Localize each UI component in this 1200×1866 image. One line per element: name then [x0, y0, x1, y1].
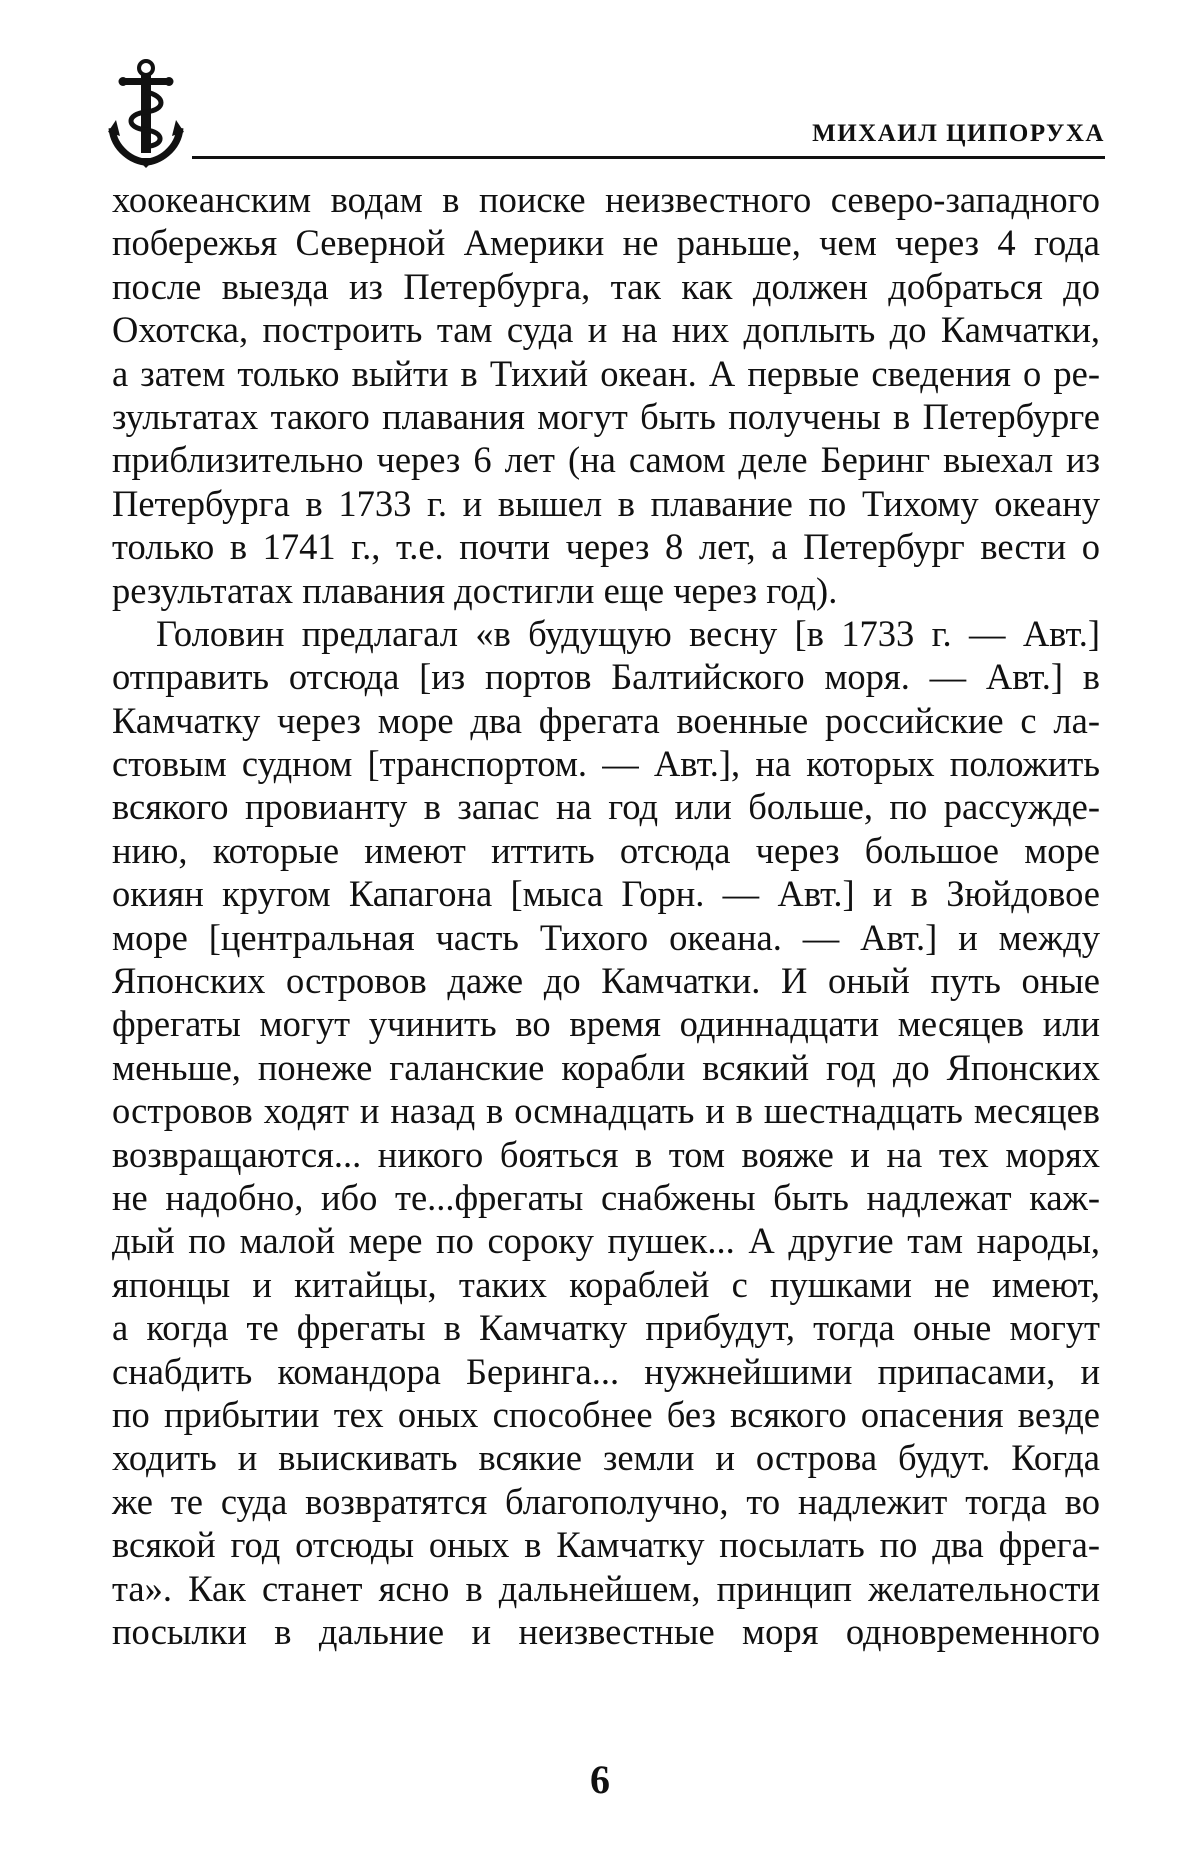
- anchor-icon: [106, 58, 186, 168]
- text-line: хоокеанским водам в поиске неизвестного северо-западного: [112, 179, 1100, 220]
- text-line: окиян кругом Капагона [мыса Горн. — Авт.] и в Зюйдовое: [112, 873, 1100, 915]
- text-line: не надобно, ибо те...фрегаты снабжены быть надлежат каж-: [112, 1176, 1100, 1218]
- text-line: японцы и китайцы, таких кораблей с пушками не имеют,: [112, 1263, 1100, 1305]
- text-line: снабдить командора Беринга... нужнейшими припасами, и: [112, 1350, 1100, 1392]
- text-line: отправить отсюда [из портов Балтийского моря. — Авт.] в: [112, 656, 1100, 698]
- text-line: нию, которые имеют иттить отсюда через большое море: [112, 829, 1100, 871]
- text-line: Камчатку через море два фрегата военные российские с ла-: [112, 699, 1100, 741]
- text-line: после выезда из Петербурга, так как должен добраться до: [112, 265, 1100, 307]
- body-text: [112, 178, 1100, 1653]
- text-line: дый по малой мере по сороку пушек... А другие там народы,: [112, 1220, 1100, 1262]
- text-line: всякого провианту в запас на год или больше, по рассужде-: [112, 786, 1100, 828]
- text-line: фрегаты могут учинить во время одиннадцати месяцев или: [112, 1003, 1100, 1045]
- text-line: а когда те фрегаты в Камчатку прибудут, тогда оные могут: [112, 1307, 1100, 1349]
- text-line: море [центральная часть Тихого океана. — Авт.] и между: [112, 916, 1100, 958]
- page-number: 6: [590, 1757, 610, 1802]
- text-line: стовым судном [транспортом. — Авт.], на которых положить: [112, 743, 1100, 785]
- text-line: побережья Северной Америки не раньше, чем через 4 года: [112, 222, 1100, 264]
- text-line: ходить и выискивать всякие земли и острова будут. Когда: [112, 1437, 1100, 1479]
- text-line: островов ходят и назад в осмнадцать и в шестнадцать месяцев: [112, 1090, 1100, 1132]
- paragraph-1: [112, 178, 1100, 612]
- text-line: меньше, понеже галанские корабли всякий год до Японских: [112, 1046, 1100, 1088]
- text-line: а затем только выйти в Тихий океан. А первые сведения о ре-: [112, 352, 1100, 394]
- text-line: по прибытии тех оных способнее без всякого опасения везде: [112, 1393, 1100, 1435]
- text-line: приблизительно через 6 лет (на самом деле Беринг выехал из: [112, 439, 1100, 481]
- text-line: возвращаются... никого бояться в том вояже и на тех морях: [112, 1133, 1100, 1175]
- text-line: Головин предлагал «в будущую весну [в 1733 г. — Авт.]: [156, 612, 1100, 654]
- text-line: Петербурга в 1733 г. и вышел в плавание по Тихому океану: [112, 482, 1100, 524]
- text-line: та». Как станет ясно в дальнейшем, принцип желательности: [112, 1567, 1100, 1609]
- header-rule: [192, 156, 1105, 159]
- text-line: результатах плавания достигли еще через год).: [112, 569, 838, 611]
- paragraph-2: [112, 612, 1100, 1653]
- text-line: только в 1741 г., т.е. почти через 8 лет, а Петербург вести о: [112, 526, 1100, 568]
- text-line: же те суда возвратятся благополучно, то надлежит тогда во: [112, 1480, 1100, 1522]
- text-line: Японских островов даже до Камчатки. И оный путь оные: [112, 960, 1100, 1002]
- text-line: посылки в дальние и неизвестные моря одновременного: [112, 1610, 1100, 1652]
- text-line: Охотска, построить там суда и на них доплыть до Камчатки,: [112, 309, 1100, 351]
- running-head: МИХАИЛ ЦИПОРУХА: [812, 120, 1105, 147]
- text-line: всякой год отсюды оных в Камчатку посылать по два фрега-: [112, 1524, 1100, 1566]
- text-line: зультатах такого плавания могут быть получены в Петербурге: [112, 395, 1100, 437]
- page-header: [100, 58, 1105, 168]
